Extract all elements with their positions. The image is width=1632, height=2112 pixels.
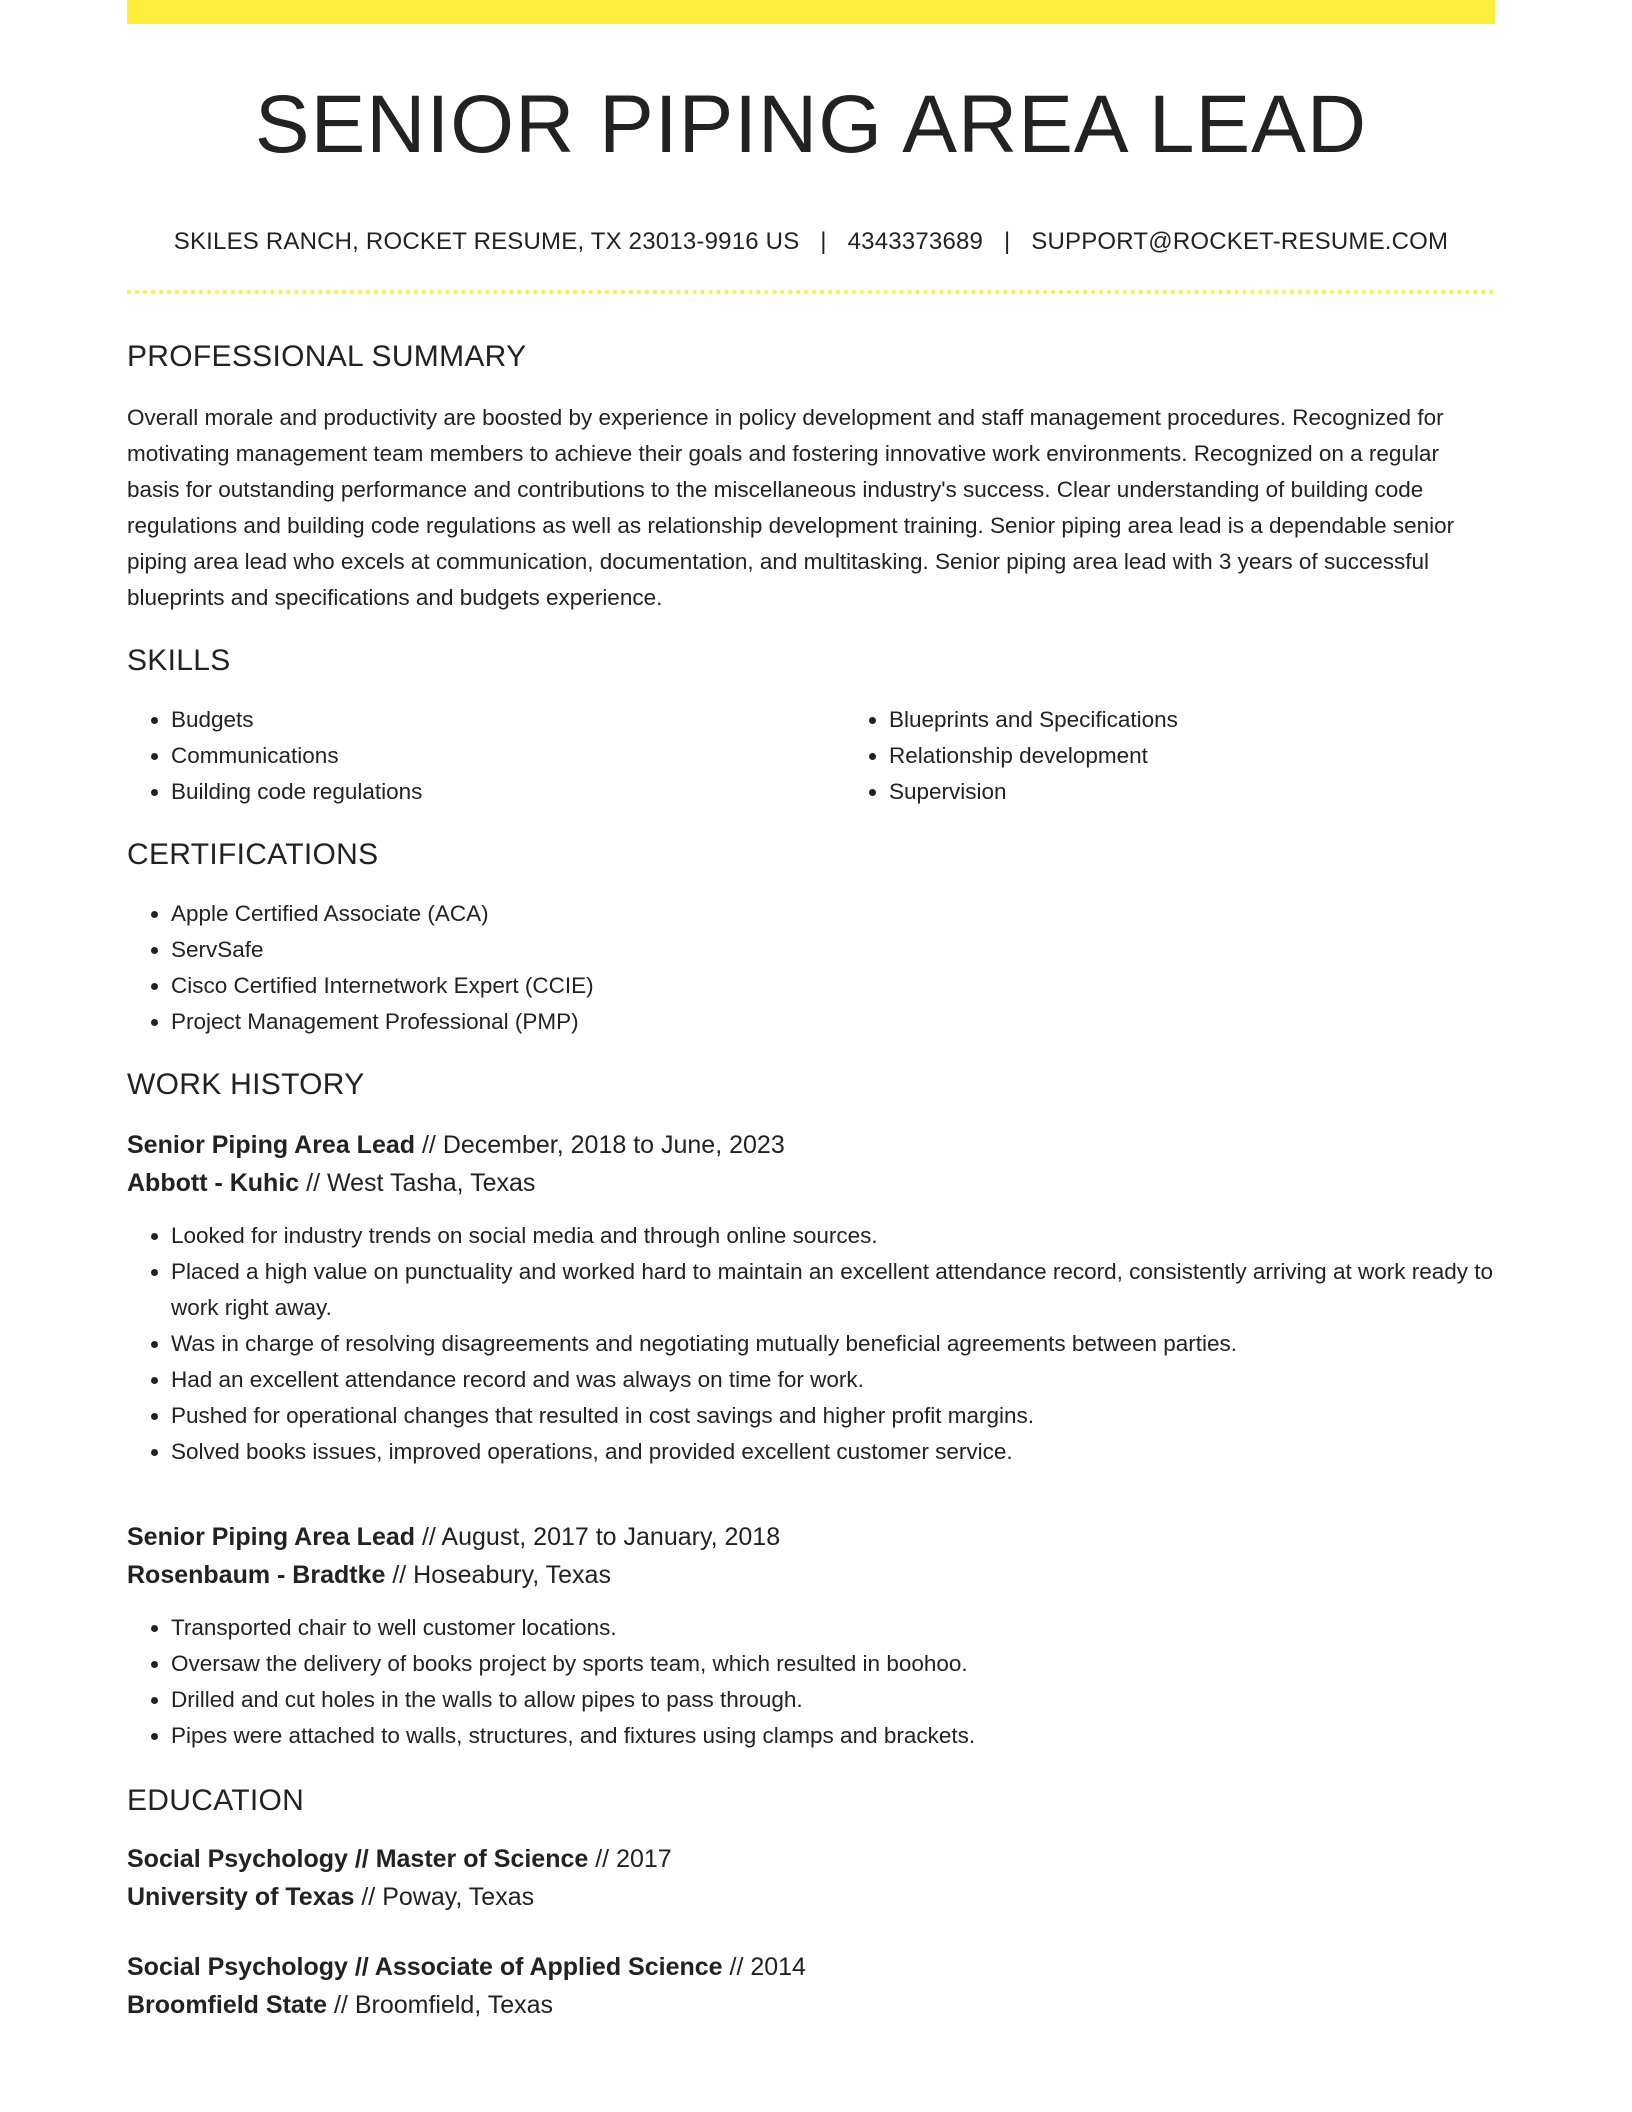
job-bullet: • Drilled and cut holes in the walls to allow pipes to pass through. xyxy=(171,1682,1495,1718)
skill-item: • Supervision xyxy=(889,774,1563,810)
skills-column-left xyxy=(127,702,845,810)
job-title: Senior Piping Area Lead xyxy=(127,1131,416,1159)
education-degree: Social Psychology // Associate of Applied Science xyxy=(127,1953,723,1981)
education-heading: EDUCATION xyxy=(127,1784,305,1817)
skill-item: • Building code regulations xyxy=(171,774,845,810)
resume-page xyxy=(127,0,1495,2024)
education-degree-line xyxy=(127,1840,1495,1878)
job-entry xyxy=(127,1126,1495,1470)
education-location: // Poway, Texas xyxy=(354,1883,535,1911)
job-bullet: • Oversaw the delivery of books project by sports team, which resulted in boohoo. xyxy=(171,1646,1495,1682)
dotted-divider xyxy=(127,290,1495,294)
job-bullet: • Pipes were attached to walls, structures, and fixtures using clamps and brackets. xyxy=(171,1718,1495,1754)
job-title-line xyxy=(127,1126,1495,1164)
summary-text: Overall morale and productivity are boosted by experience in policy development and staff management procedures. Recognized for motivating management team members to achieve their goals and fostering innovative work environments. Recognized on a regular basis for outstanding performance and contributions to the miscellaneous industry's success. Clear understanding of building code regulations and building code regulations as well as relationship development training. Senior piping area lead is a dependable senior piping area lead who excels at communication, documentation, and multitasking. Senior piping area lead with 3 years of successful blueprints and specifications and budgets experience. xyxy=(127,405,1455,610)
skill-item: • Budgets xyxy=(171,702,845,738)
skill-item: • Blueprints and Specifications xyxy=(889,702,1563,738)
education-degree: Social Psychology // Master of Science xyxy=(127,1845,589,1873)
education-school-line xyxy=(127,1986,1495,2024)
contact-address: SKILES RANCH, ROCKET RESUME, TX 23013-9916 US xyxy=(173,228,800,255)
job-bullet: • Had an excellent attendance record and was always on time for work. xyxy=(171,1362,1495,1398)
education-year: // 2014 xyxy=(722,1953,806,1981)
contact-phone: 4343373689 xyxy=(847,228,984,255)
certification-item: • Apple Certified Associate (ACA) xyxy=(171,896,1495,932)
skill-item: • Communications xyxy=(171,738,845,774)
job-title-line xyxy=(127,1518,1495,1556)
certification-item: • ServSafe xyxy=(171,932,1495,968)
job-entry xyxy=(127,1518,1495,1754)
certifications-list xyxy=(127,896,1495,1040)
skills-column-right xyxy=(845,702,1563,810)
contact-email: SUPPORT@ROCKET-RESUME.COM xyxy=(1031,228,1449,255)
work-history-heading: WORK HISTORY xyxy=(127,1068,365,1101)
contact-separator: | xyxy=(820,228,827,255)
skills-heading: SKILLS xyxy=(127,644,231,677)
contact-separator: | xyxy=(1003,228,1011,255)
top-accent-bar xyxy=(127,0,1495,24)
education-location: // Broomfield, Texas xyxy=(327,1991,554,2019)
job-bullet: • Solved books issues, improved operations, and provided excellent customer service. xyxy=(171,1434,1495,1470)
certification-item: • Cisco Certified Internetwork Expert (CCIE) xyxy=(171,968,1495,1004)
education-school: Broomfield State xyxy=(127,1991,328,2019)
education-entry xyxy=(127,1948,1495,2024)
skill-item: • Relationship development xyxy=(889,738,1563,774)
education-degree-line xyxy=(127,1948,1495,1986)
job-company-line xyxy=(127,1556,1495,1594)
job-bullet: • Placed a high value on punctuality and worked hard to maintain an excellent attendance record, consistently arriving at work ready to work right away. xyxy=(171,1254,1495,1326)
job-company: Abbott - Kuhic xyxy=(127,1169,300,1197)
job-bullets xyxy=(127,1610,1495,1754)
education-school-line xyxy=(127,1878,1495,1916)
job-dates: // August, 2017 to January, 2018 xyxy=(415,1523,781,1551)
education-entry xyxy=(127,1840,1495,1916)
page-title: SENIOR PIPING AREA LEAD xyxy=(254,79,1368,170)
skills-list xyxy=(127,702,1495,810)
job-company: Rosenbaum - Bradtke xyxy=(127,1561,386,1589)
certification-item: • Project Management Professional (PMP) xyxy=(171,1004,1495,1040)
job-bullet: • Looked for industry trends on social media and through online sources. xyxy=(171,1218,1495,1254)
education-year: // 2017 xyxy=(588,1845,672,1873)
summary-heading: PROFESSIONAL SUMMARY xyxy=(127,340,527,373)
job-location: // West Tasha, Texas xyxy=(299,1169,536,1197)
job-title: Senior Piping Area Lead xyxy=(127,1523,416,1551)
job-dates: // December, 2018 to June, 2023 xyxy=(415,1131,785,1159)
job-location: // Hoseabury, Texas xyxy=(385,1561,611,1589)
job-bullets xyxy=(127,1218,1495,1470)
education-school: University of Texas xyxy=(127,1883,355,1911)
contact-line xyxy=(127,228,1495,256)
job-bullet: • Transported chair to well customer locations. xyxy=(171,1610,1495,1646)
certifications-heading: CERTIFICATIONS xyxy=(127,838,379,871)
job-bullet: • Was in charge of resolving disagreements and negotiating mutually beneficial agreements between parties. xyxy=(171,1326,1495,1362)
job-bullet: • Pushed for operational changes that resulted in cost savings and higher profit margins. xyxy=(171,1398,1495,1434)
job-company-line xyxy=(127,1164,1495,1202)
